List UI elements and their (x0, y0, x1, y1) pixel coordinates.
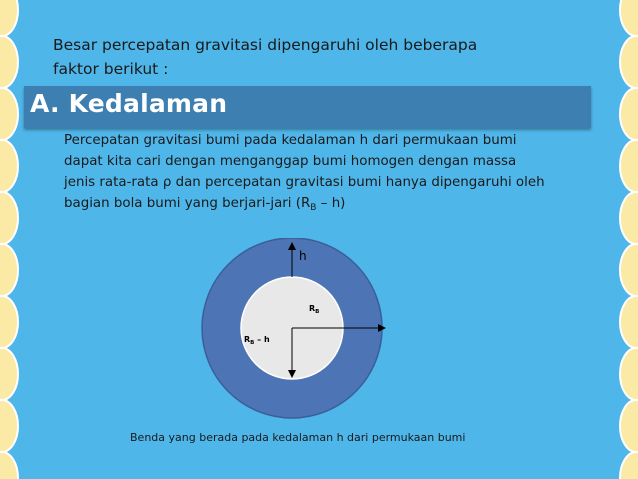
diagram-caption: Benda yang berada pada kedalaman h dari permukaan bumi (130, 431, 466, 444)
intro-line-2: faktor berikut : (53, 60, 169, 78)
body-paragraph (64, 130, 594, 219)
rbh-label-main: R (244, 335, 251, 344)
body-line-4-prefix: bagian bola bumi yang berjari-jari (R (64, 196, 311, 211)
intro-line-1: Besar percepatan gravitasi dipengaruhi oleh beberapa (53, 36, 478, 54)
h-label: h (299, 249, 307, 263)
right-scallop-border (608, 0, 638, 479)
rb-label-main: R (309, 304, 316, 313)
body-line-3: jenis rata-rata ρ dan percepatan gravitasi bumi hanya dipengaruhi oleh (64, 175, 545, 190)
body-line-4 (64, 193, 594, 219)
section-title: A. Kedalaman (30, 89, 228, 118)
body-line-2: dapat kita cari dengan menganggap bumi homogen dengan massa (64, 154, 517, 169)
intro-text (53, 33, 553, 81)
rbh-label-sub: B (250, 340, 255, 346)
body-line-4-suffix: – h) (316, 196, 346, 211)
body-line-4-sub: B (310, 203, 317, 213)
section-banner (24, 86, 591, 128)
earth-depth-diagram (195, 238, 405, 428)
left-scallop-border (0, 0, 30, 479)
rb-label-sub: B (315, 309, 320, 315)
body-line-1: Percepatan gravitasi bumi pada kedalaman h dari permukaan bumi (64, 133, 517, 148)
rbh-label-suffix: – h (254, 335, 270, 344)
